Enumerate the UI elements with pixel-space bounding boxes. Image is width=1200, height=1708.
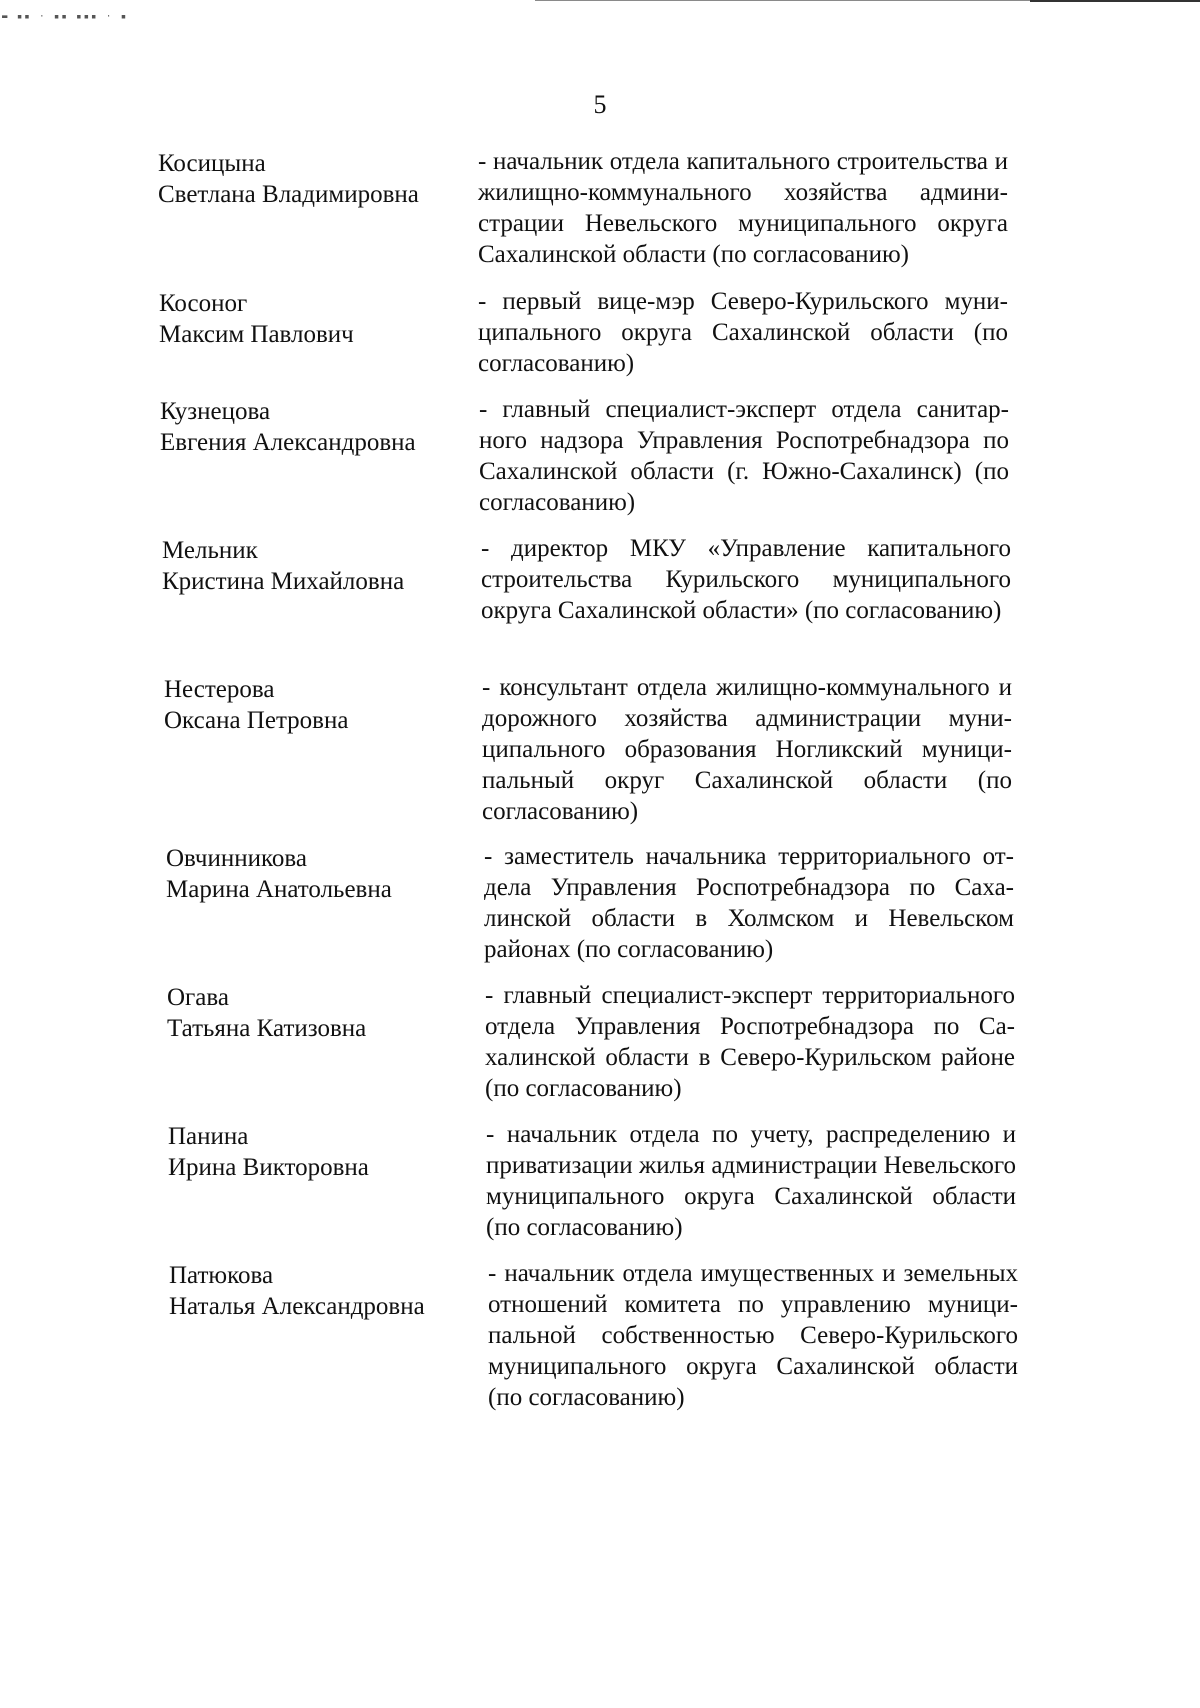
member-given-names: Оксана Петровна: [164, 707, 349, 734]
member-position: - начальник отдела по учету, распределению и приватизации жилья администрации Невельского муниципального округа Сахалинской области (по согласованию): [486, 1121, 1016, 1241]
member-position: - первый вице-мэр Северо-Курильского муниципального округа Сахалинской области (по согласованию): [478, 288, 1008, 377]
member-name: [158, 148, 488, 210]
member-name: [160, 396, 490, 458]
member-entry: [0, 674, 1200, 825]
member-entry: [0, 1121, 1200, 1261]
member-name: [159, 288, 489, 350]
member-surname: Огава: [167, 984, 229, 1011]
member-surname: Мельник: [162, 537, 258, 564]
member-entry: [0, 396, 1200, 536]
member-given-names: Кристина Михайловна: [162, 568, 405, 595]
member-surname: Косоног: [159, 290, 248, 317]
member-name: [169, 1260, 499, 1322]
member-surname: Косицына: [158, 150, 266, 177]
page-number: 5: [593, 90, 607, 119]
member-surname: Кузнецова: [160, 398, 271, 425]
member-given-names: Марина Анатольевна: [166, 876, 392, 903]
member-name: [167, 982, 497, 1044]
member-entry: [0, 1260, 1200, 1411]
member-name: [162, 535, 492, 597]
member-position: - директор МКУ «Управление капитального строительства Курильского муниципального округа Сахалинской области» (по согласованию): [481, 535, 1011, 624]
member-entry: [0, 982, 1200, 1122]
member-position: - главный специалист-эксперт территориального отдела Управления Роспотребнадзора по Сахалинской области в Северо-Курильском районе (по согласованию): [485, 982, 1015, 1102]
member-position: - главный специалист-эксперт отдела санитарного надзора Управления Роспотребнадзора по Сахалинской области (г. Южно-Сахалинск) (по согласованию): [479, 396, 1009, 516]
member-position: - начальник отдела имущественных и земельных отношений комитета по управлению муниципальной собственностью Северо-Курильского муниципального округа Сахалинской области (по согласованию): [488, 1260, 1018, 1411]
member-position: - заместитель начальника территориального отдела Управления Роспотребнадзора по Сахалинской области в Холмском и Невельском районах (по согласованию): [484, 843, 1014, 963]
member-name: [168, 1121, 498, 1183]
member-given-names: Татьяна Катизовна: [167, 1015, 367, 1042]
member-given-names: Ирина Викторовна: [168, 1154, 369, 1181]
member-given-names: Наталья Александровна: [169, 1293, 425, 1320]
member-position: - консультант отдела жилищно-коммунального и дорожного хозяйства администрации муниципального образования Ногликский муниципальный округ Сахалинской области (по согласованию): [482, 674, 1012, 825]
member-entry: [0, 148, 1200, 288]
member-entry: [0, 843, 1200, 983]
member-name: [164, 674, 494, 736]
member-surname: Патюкова: [169, 1262, 274, 1289]
member-given-names: Светлана Владимировна: [158, 181, 419, 208]
member-position: - начальник отдела капитального строительства и жилищно-коммунального хозяйства администрации Невельского муниципального округа Сахалинской области (по согласованию): [478, 148, 1008, 268]
member-name: [166, 843, 496, 905]
member-entry: [0, 535, 1200, 675]
scan-noise: ▬ ▪▪ · ▪▪ ▪▪▪ · ▪: [2, 12, 129, 22]
member-surname: Нестерова: [164, 676, 275, 703]
member-given-names: Максим Павлович: [159, 321, 354, 348]
member-given-names: Евгения Александровна: [160, 429, 416, 456]
member-surname: Овчинникова: [166, 845, 307, 872]
member-surname: Панина: [168, 1123, 249, 1150]
